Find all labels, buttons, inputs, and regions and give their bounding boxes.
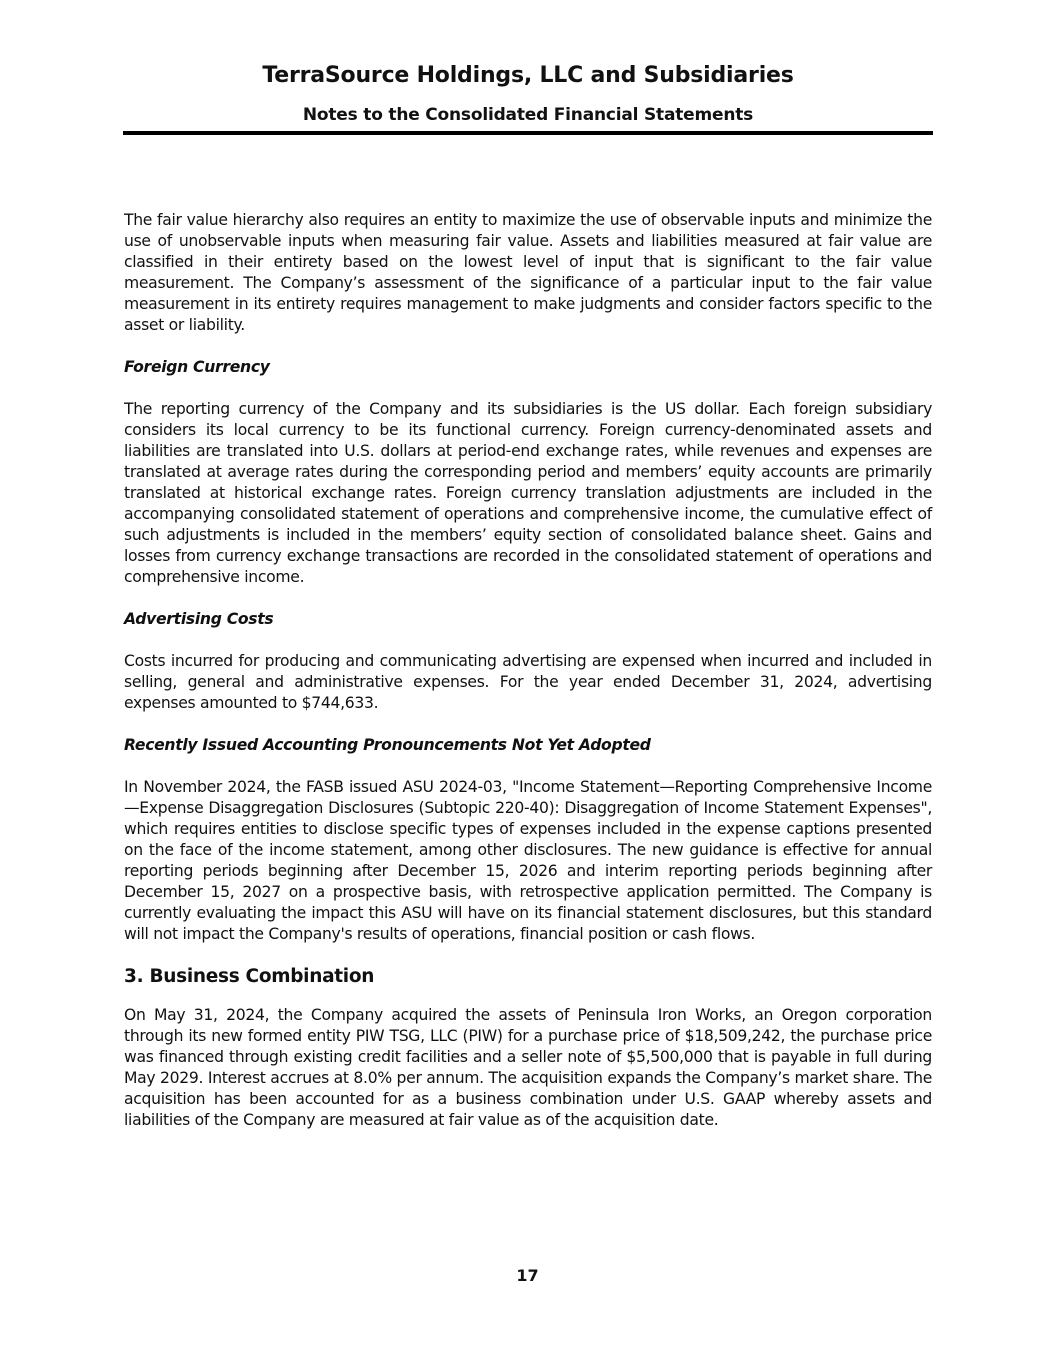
header-divider	[123, 131, 933, 135]
recent-pronouncements-heading: Recently Issued Accounting Pronouncements Not Yet Adopted	[124, 736, 651, 754]
business-combination-paragraph: On May 31, 2024, the Company acquired the assets of Peninsula Iron Works, an Oregon corporation through its new formed entity PIW TSG, LLC (PIW) for a purchase price of $18,509,242, the purchase price was financed through existing credit facilities and a seller note of $5,500,000 that is payable in full during May 2029. Interest accrues at 8.0% per annum. The acquisition expands the Company’s market share. The acquisition has been accounted for as a business combination under U.S. GAAP whereby assets and liabilities of the Company are measured at fair value as of the acquisition date.	[124, 1006, 932, 1129]
company-name: TerraSource Holdings, LLC and Subsidiaries	[262, 63, 794, 88]
page-number: 17	[516, 1266, 539, 1285]
foreign-currency-paragraph: The reporting currency of the Company and its subsidiaries is the US dollar. Each foreign subsidiary considers its local currency to be its functional currency. Foreign currency-denominated assets and liabilities are translated into U.S. dollars at period-end exchange rates, while revenues and expenses are translated at average rates during the corresponding period and members’ equity accounts are primarily translated at historical exchange rates. Foreign currency translation adjustments are included in the accompanying consolidated statement of operations and comprehensive income, the cumulative effect of such adjustments is included in the members’ equity section of consolidated balance sheet. Gains and losses from currency exchange transactions are recorded in the consolidated statement of operations and comprehensive income.	[124, 400, 932, 586]
business-combination-heading: 3. Business Combination	[124, 966, 375, 987]
recent-pronouncements-paragraph: In November 2024, the FASB issued ASU 2024-03, "Income Statement—Reporting Comprehensive Income—Expense Disaggregation Disclosures (Subtopic 220-40): Disaggregation of Income Statement Expenses", which requires entities to disclose specific types of expenses included in the expense captions presented on the face of the income statement, among other disclosures. The new guidance is effective for annual reporting periods beginning after December 15, 2026 and interim reporting periods beginning after December 15, 2027 on a prospective basis, with retrospective application permitted. The Company is currently evaluating the impact this ASU will have on its financial statement disclosures, but this standard will not impact the Company's results of operations, financial position or cash flows.	[124, 778, 932, 943]
foreign-currency-heading: Foreign Currency	[124, 358, 270, 376]
page-header	[123, 60, 933, 128]
fair-value-paragraph: The fair value hierarchy also requires an entity to maximize the use of observable inputs and minimize the use of unobservable inputs when measuring fair value. Assets and liabilities measured at fair value are classified in their entirety based on the lowest level of input that is significant to the fair value measurement. The Company’s assessment of the significance of a particular input to the fair value measurement in its entirety requires management to make judgments and consider factors specific to the asset or liability.	[124, 211, 932, 334]
document-subtitle: Notes to the Consolidated Financial Statements	[302, 105, 754, 125]
notes-body	[124, 210, 932, 1152]
advertising-costs-heading: Advertising Costs	[124, 610, 274, 628]
advertising-costs-paragraph: Costs incurred for producing and communicating advertising are expensed when incurred and included in selling, general and administrative expenses. For the year ended December 31, 2024, advertising expenses amounted to $744,633.	[124, 652, 932, 712]
